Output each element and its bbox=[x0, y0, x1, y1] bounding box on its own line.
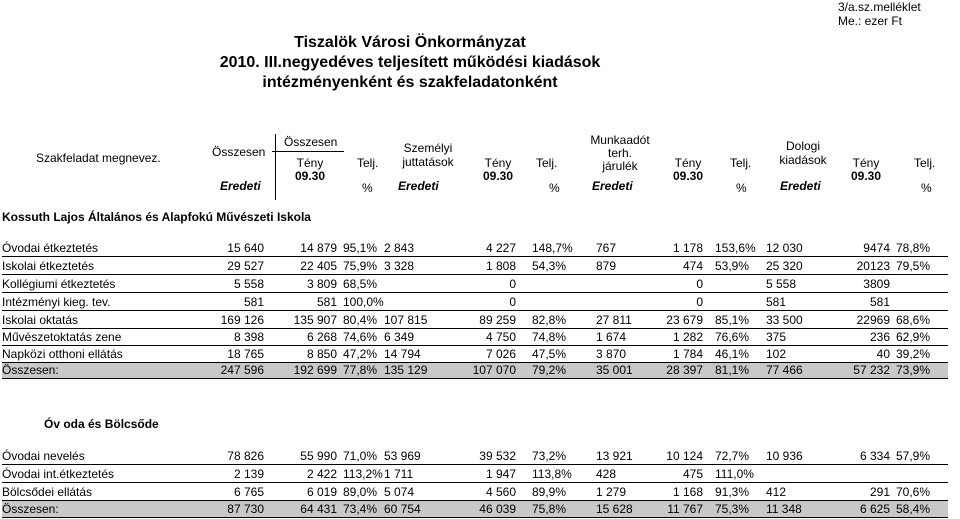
cell-value: 0 bbox=[509, 295, 516, 309]
header-telj-2: Telj. bbox=[536, 156, 558, 170]
cell-value: 58,4% bbox=[896, 502, 931, 516]
cell-value: 22969 bbox=[856, 313, 890, 327]
cell-value: 47,5% bbox=[532, 347, 567, 361]
cell-value: 14 794 bbox=[384, 347, 421, 361]
header-pct-3: % bbox=[736, 181, 747, 195]
cell-value: 412 bbox=[766, 485, 787, 499]
row-label: Művészetoktatás zene bbox=[2, 330, 122, 344]
row-divider bbox=[2, 482, 948, 483]
cell-value: 79,5% bbox=[896, 259, 931, 273]
cell-value: 4 560 bbox=[485, 485, 516, 499]
header-munkaado-2: terh. bbox=[607, 146, 632, 160]
header-eredeti-3: Eredeti bbox=[592, 179, 633, 193]
table-row bbox=[2, 484, 948, 500]
cell-value: 1 178 bbox=[672, 241, 703, 255]
header-teny-date-3: 09.30 bbox=[672, 169, 704, 183]
cell-value: 4 227 bbox=[485, 241, 516, 255]
cell-value: 79,2% bbox=[532, 363, 567, 377]
header-osszesen-top: Összesen bbox=[284, 135, 338, 149]
total-row bbox=[2, 362, 948, 378]
cell-value: 2 843 bbox=[384, 241, 415, 255]
header-teny-date-4: 09.30 bbox=[850, 169, 882, 183]
cell-value: 78,8% bbox=[896, 241, 931, 255]
cell-value: 247 596 bbox=[220, 363, 264, 377]
header-telj-4: Telj. bbox=[914, 156, 936, 170]
cell-value: 6 625 bbox=[859, 502, 890, 516]
header-osszesen-left: Összesen bbox=[212, 145, 266, 159]
cell-value: 81,1% bbox=[715, 363, 750, 377]
table-row bbox=[2, 294, 948, 310]
cell-value: 375 bbox=[766, 330, 787, 344]
table-row bbox=[2, 240, 948, 256]
cell-value: 46,1% bbox=[715, 347, 750, 361]
cell-value: 95,1% bbox=[343, 241, 378, 255]
cell-value: 27 811 bbox=[596, 313, 632, 327]
cell-value: 91,3% bbox=[715, 485, 750, 499]
cell-value: 13 921 bbox=[596, 449, 633, 463]
cell-value: 73,9% bbox=[896, 363, 931, 377]
cell-value: 5 558 bbox=[233, 277, 264, 291]
row-label: Bölcsődei ellátás bbox=[2, 485, 93, 499]
cell-value: 40 bbox=[876, 347, 890, 361]
cell-value: 3 870 bbox=[596, 347, 627, 361]
cell-value: 53 969 bbox=[384, 449, 421, 463]
cell-value: 581 bbox=[869, 295, 890, 309]
cell-value: 75,8% bbox=[532, 502, 567, 516]
header-eredeti-1: Eredeti bbox=[220, 179, 261, 193]
cell-value: 0 bbox=[509, 277, 516, 291]
cell-value: 15 640 bbox=[227, 241, 264, 255]
table-row bbox=[2, 329, 948, 345]
cell-value: 1 711 bbox=[384, 467, 414, 481]
cell-value: 474 bbox=[682, 259, 703, 273]
cell-value: 87 730 bbox=[227, 502, 264, 516]
cell-value: 73,4% bbox=[343, 502, 378, 516]
header-teny-3: Tény bbox=[674, 156, 702, 170]
cell-value: 1 282 bbox=[672, 330, 703, 344]
header-munkaado-3: járulék bbox=[602, 159, 638, 173]
cell-value: 77 466 bbox=[766, 363, 803, 377]
cell-value: 14 879 bbox=[300, 241, 337, 255]
header-teny-date-2: 09.30 bbox=[482, 169, 514, 183]
header-eredeti-4: Eredeti bbox=[780, 179, 821, 193]
table-row bbox=[2, 448, 948, 464]
row-divider bbox=[2, 500, 948, 501]
cell-value: 25 320 bbox=[766, 259, 803, 273]
table-row bbox=[2, 258, 948, 274]
cell-value: 11 348 bbox=[766, 502, 802, 516]
cell-value: 879 bbox=[596, 259, 617, 273]
row-divider bbox=[2, 362, 948, 363]
cell-value: 6 268 bbox=[306, 330, 337, 344]
cell-value: 39,2% bbox=[896, 347, 931, 361]
section-title-kindergarten: Óv oda és Bölcsőde bbox=[44, 417, 159, 431]
cell-value: 74,6% bbox=[343, 330, 378, 344]
cell-value: 89 259 bbox=[479, 313, 516, 327]
unit-note: Me.: ezer Ft bbox=[838, 14, 903, 28]
cell-value: 73,2% bbox=[532, 449, 567, 463]
cell-value: 1 808 bbox=[485, 259, 516, 273]
page-subtitle-2: intézményenként és szakfeladatonként bbox=[262, 74, 558, 91]
cell-value: 113,2% bbox=[343, 467, 383, 481]
cell-value: 80,4% bbox=[343, 313, 378, 327]
cell-value: 11 767 bbox=[667, 502, 703, 516]
cell-value: 35 001 bbox=[596, 363, 633, 377]
row-divider bbox=[2, 292, 948, 293]
cell-value: 39 532 bbox=[479, 449, 516, 463]
cell-value: 20123 bbox=[856, 259, 890, 273]
row-divider bbox=[2, 256, 948, 257]
row-label: Összesen: bbox=[2, 502, 59, 516]
cell-value: 107 815 bbox=[384, 313, 428, 327]
cell-value: 581 bbox=[316, 295, 337, 309]
cell-value: 71,0% bbox=[343, 449, 378, 463]
cell-value: 102 bbox=[766, 347, 787, 361]
cell-value: 60 754 bbox=[384, 502, 421, 516]
row-label: Óvodai étkeztetés bbox=[2, 241, 99, 255]
cell-value: 2 422 bbox=[306, 467, 337, 481]
header-teny-2: Tény bbox=[484, 156, 512, 170]
cell-value: 192 699 bbox=[293, 363, 337, 377]
header-pct-2: % bbox=[549, 181, 560, 195]
row-divider bbox=[2, 274, 948, 275]
cell-value: 581 bbox=[243, 295, 264, 309]
cell-value: 8 850 bbox=[306, 347, 337, 361]
cell-value: 291 bbox=[869, 485, 890, 499]
cell-value: 6 765 bbox=[233, 485, 264, 499]
cell-value: 148,7% bbox=[532, 241, 573, 255]
cell-value: 89,0% bbox=[343, 485, 378, 499]
cell-value: 581 bbox=[766, 295, 787, 309]
cell-value: 8 398 bbox=[233, 330, 264, 344]
cell-value: 6 019 bbox=[306, 485, 337, 499]
header-munkaado: Munkaadót bbox=[590, 133, 650, 147]
cell-value: 46 039 bbox=[479, 502, 516, 516]
row-label: Napközi otthoni ellátás bbox=[2, 347, 123, 361]
row-label: Összesen: bbox=[2, 363, 59, 377]
cell-value: 33 500 bbox=[766, 313, 803, 327]
cell-value: 18 765 bbox=[227, 347, 264, 361]
row-label: Kollégiumi étkeztetés bbox=[2, 277, 116, 291]
row-divider bbox=[2, 517, 948, 518]
cell-value: 1 279 bbox=[596, 485, 627, 499]
cell-value: 135 129 bbox=[384, 363, 428, 377]
row-divider bbox=[2, 345, 948, 346]
cell-value: 85,1% bbox=[715, 313, 750, 327]
cell-value: 12 030 bbox=[766, 241, 803, 255]
cell-value: 10 124 bbox=[666, 449, 703, 463]
row-label: Iskolai oktatás bbox=[2, 313, 79, 327]
row-label: Iskolai étkeztetés bbox=[2, 259, 95, 273]
header-telj-3: Telj. bbox=[730, 156, 752, 170]
row-divider bbox=[2, 378, 948, 379]
cell-value: 15 628 bbox=[596, 502, 633, 516]
cell-value: 7 026 bbox=[485, 347, 516, 361]
header-szemelyi: Személyi bbox=[403, 141, 453, 155]
table-row bbox=[2, 346, 948, 362]
cell-value: 70,6% bbox=[896, 485, 931, 499]
cell-value: 0 bbox=[696, 295, 703, 309]
cell-value: 77,8% bbox=[343, 363, 378, 377]
cell-value: 68,6% bbox=[896, 313, 931, 327]
cell-value: 9474 bbox=[863, 241, 890, 255]
header-telj-1: Telj. bbox=[357, 156, 379, 170]
row-divider bbox=[2, 328, 948, 329]
cell-value: 22 405 bbox=[300, 259, 337, 273]
cell-value: 72,7% bbox=[715, 449, 750, 463]
cell-value: 2 139 bbox=[233, 467, 264, 481]
cell-value: 113,8% bbox=[532, 467, 572, 481]
header-dologi: Dologi bbox=[785, 139, 821, 153]
cell-value: 28 397 bbox=[666, 363, 703, 377]
cell-value: 29 527 bbox=[227, 259, 264, 273]
column-divider bbox=[275, 134, 276, 200]
cell-value: 428 bbox=[596, 467, 617, 481]
row-label: Óvodai nevelés bbox=[2, 449, 85, 463]
cell-value: 89,9% bbox=[532, 485, 567, 499]
cell-value: 10 936 bbox=[766, 449, 803, 463]
cell-value: 54,3% bbox=[532, 259, 567, 273]
row-divider bbox=[2, 310, 948, 311]
cell-value: 107 070 bbox=[472, 363, 516, 377]
attachment-number: 3/a.sz.melléklet bbox=[838, 0, 921, 14]
cell-value: 75,9% bbox=[343, 259, 378, 273]
cell-value: 169 126 bbox=[220, 313, 264, 327]
header-pct-4: % bbox=[921, 181, 932, 195]
header-szakfeladat: Szakfeladat megnevez. bbox=[36, 151, 161, 165]
cell-value: 82,8% bbox=[532, 313, 567, 327]
header-dologi-2: kiadások bbox=[779, 153, 827, 167]
cell-value: 64 431 bbox=[300, 502, 337, 516]
cell-value: 6 349 bbox=[384, 330, 415, 344]
cell-value: 1 947 bbox=[485, 467, 516, 481]
header-szemelyi-2: juttatások bbox=[402, 155, 454, 169]
cell-value: 23 679 bbox=[666, 313, 703, 327]
cell-value: 153,6% bbox=[715, 241, 756, 255]
header-teny-date-1: 09.30 bbox=[294, 169, 326, 183]
cell-value: 3809 bbox=[863, 277, 890, 291]
cell-value: 1 784 bbox=[672, 347, 703, 361]
cell-value: 74,8% bbox=[532, 330, 567, 344]
cell-value: 475 bbox=[682, 467, 703, 481]
cell-value: 0 bbox=[696, 277, 703, 291]
row-divider bbox=[272, 151, 344, 152]
cell-value: 57,9% bbox=[896, 449, 931, 463]
cell-value: 53,9% bbox=[715, 259, 750, 273]
cell-value: 6 334 bbox=[859, 449, 890, 463]
page-subtitle: 2010. III.negyedéves teljesített működési kiadások bbox=[219, 54, 601, 71]
cell-value: 3 809 bbox=[306, 277, 337, 291]
cell-value: 4 750 bbox=[485, 330, 516, 344]
cell-value: 5 074 bbox=[384, 485, 415, 499]
header-pct-1: % bbox=[362, 181, 373, 195]
row-divider bbox=[2, 464, 948, 465]
cell-value: 62,9% bbox=[896, 330, 931, 344]
cell-value: 111,0% bbox=[715, 467, 754, 481]
table-row bbox=[2, 276, 948, 292]
cell-value: 57 232 bbox=[853, 363, 890, 377]
cell-value: 47,2% bbox=[343, 347, 378, 361]
cell-value: 236 bbox=[869, 330, 890, 344]
header-eredeti-2: Eredeti bbox=[398, 179, 439, 193]
header-teny-4: Tény bbox=[852, 156, 880, 170]
cell-value: 3 328 bbox=[384, 259, 415, 273]
table-row bbox=[2, 312, 948, 328]
cell-value: 78 826 bbox=[227, 449, 264, 463]
cell-value: 5 558 bbox=[766, 277, 797, 291]
cell-value: 1 674 bbox=[596, 330, 627, 344]
header-teny-1: Tény bbox=[296, 156, 324, 170]
table-row bbox=[2, 466, 948, 482]
row-label: Intézményi kieg. tev. bbox=[2, 295, 111, 309]
cell-value: 767 bbox=[596, 241, 617, 255]
cell-value: 55 990 bbox=[300, 449, 337, 463]
cell-value: 76,6% bbox=[715, 330, 750, 344]
total-row bbox=[2, 501, 948, 517]
row-label: Óvodai int.étkeztetés bbox=[2, 467, 115, 481]
page-title: Tiszalök Városi Önkormányzat bbox=[294, 34, 526, 51]
cell-value: 68,5% bbox=[343, 277, 378, 291]
cell-value: 1 168 bbox=[672, 485, 703, 499]
cell-value: 75,3% bbox=[715, 502, 750, 516]
cell-value: 135 907 bbox=[293, 313, 337, 327]
section-title-school: Kossuth Lajos Általános és Alapfokú Művészeti Iskola bbox=[2, 210, 311, 224]
cell-value: 100,0% bbox=[343, 295, 384, 309]
